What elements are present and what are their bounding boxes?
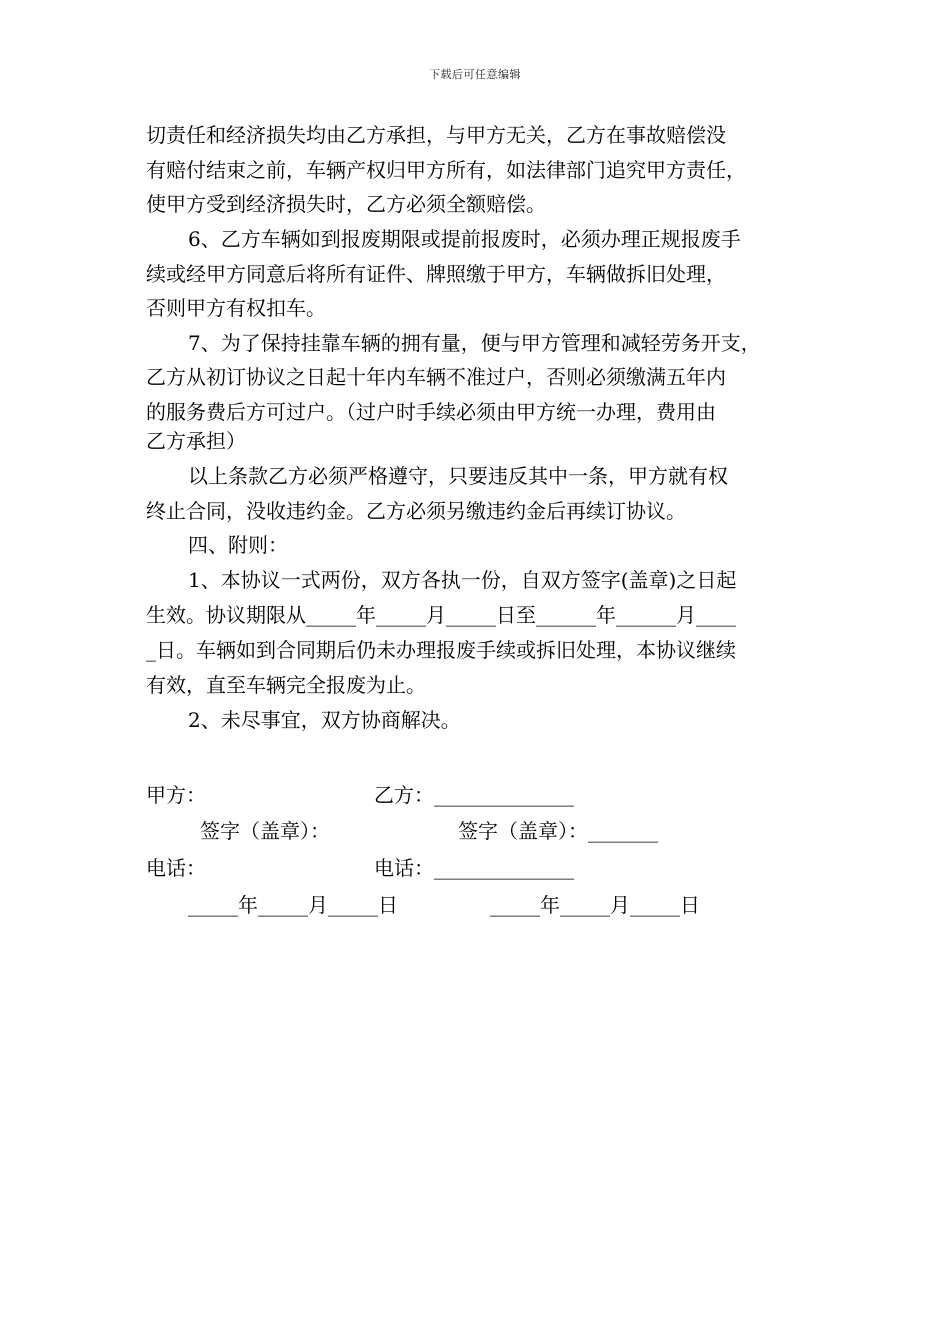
- party-b-label: 乙方：______________: [374, 783, 574, 807]
- page-header: 下载后可任意编辑: [429, 68, 521, 81]
- body-line: _日。车辆如到合同期后仍未办理报废手续或拆旧处理，本协议继续: [146, 638, 736, 662]
- body-line: 有赔付结束之前，车辆产权归甲方所有，如法律部门追究甲方责任，: [146, 158, 746, 182]
- body-line: 否则甲方有权扣车。: [146, 296, 326, 320]
- party-b-date: _____年_____月_____日: [490, 893, 700, 917]
- terms-line: 以上条款乙方必须严格遵守，只要违反其中一条，甲方就有权: [188, 464, 728, 488]
- body-line: 生效。协议期限从_____年_____月_____日至______年______月____: [146, 603, 736, 627]
- body-line: 使甲方受到经济损失时，乙方必须全额赔偿。: [146, 192, 546, 216]
- body-line: 有效，直至车辆完全报废为止。: [146, 673, 426, 697]
- party-b-phone: 电话：______________: [374, 856, 574, 880]
- party-a-date: _____年_____月_____日: [188, 893, 398, 917]
- body-line: 终止合同，没收违约金。乙方必须另缴违约金后再续订协议。: [146, 499, 686, 523]
- party-b-signature: 签字（盖章）：_______: [458, 819, 658, 843]
- clause-7-line: 7、为了保持挂靠车辆的拥有量，便与甲方管理和减轻劳务开支，: [188, 331, 761, 355]
- body-line: 乙方从初订协议之日起十年内车辆不准过户，否则必须缴满五年内: [146, 365, 726, 389]
- section-heading: 四、附则：: [188, 533, 288, 557]
- party-a-signature: 签字（盖章）：: [200, 819, 330, 843]
- party-a-phone: 电话：: [146, 856, 206, 880]
- appendix-1-line: 1、本协议一式两份，双方各执一份，自双方签字(盖章)之日起: [188, 568, 737, 592]
- appendix-2-line: 2、未尽事宜，双方协商解决。: [188, 708, 461, 732]
- party-a-label: 甲方：: [146, 783, 206, 807]
- body-line: 的服务费后方可过户。（过户时手续必须由甲方统一办理，费用由: [146, 400, 716, 424]
- body-line: 续或经甲方同意后将所有证件、牌照缴于甲方，车辆做拆旧处理，: [146, 262, 726, 286]
- clause-6-line: 6、乙方车辆如到报废期限或提前报废时，必须办理正规报废手: [188, 227, 741, 251]
- body-line: 切责任和经济损失均由乙方承担，与甲方无关，乙方在事故赔偿没: [146, 123, 726, 147]
- body-line: 乙方承担）: [146, 429, 246, 453]
